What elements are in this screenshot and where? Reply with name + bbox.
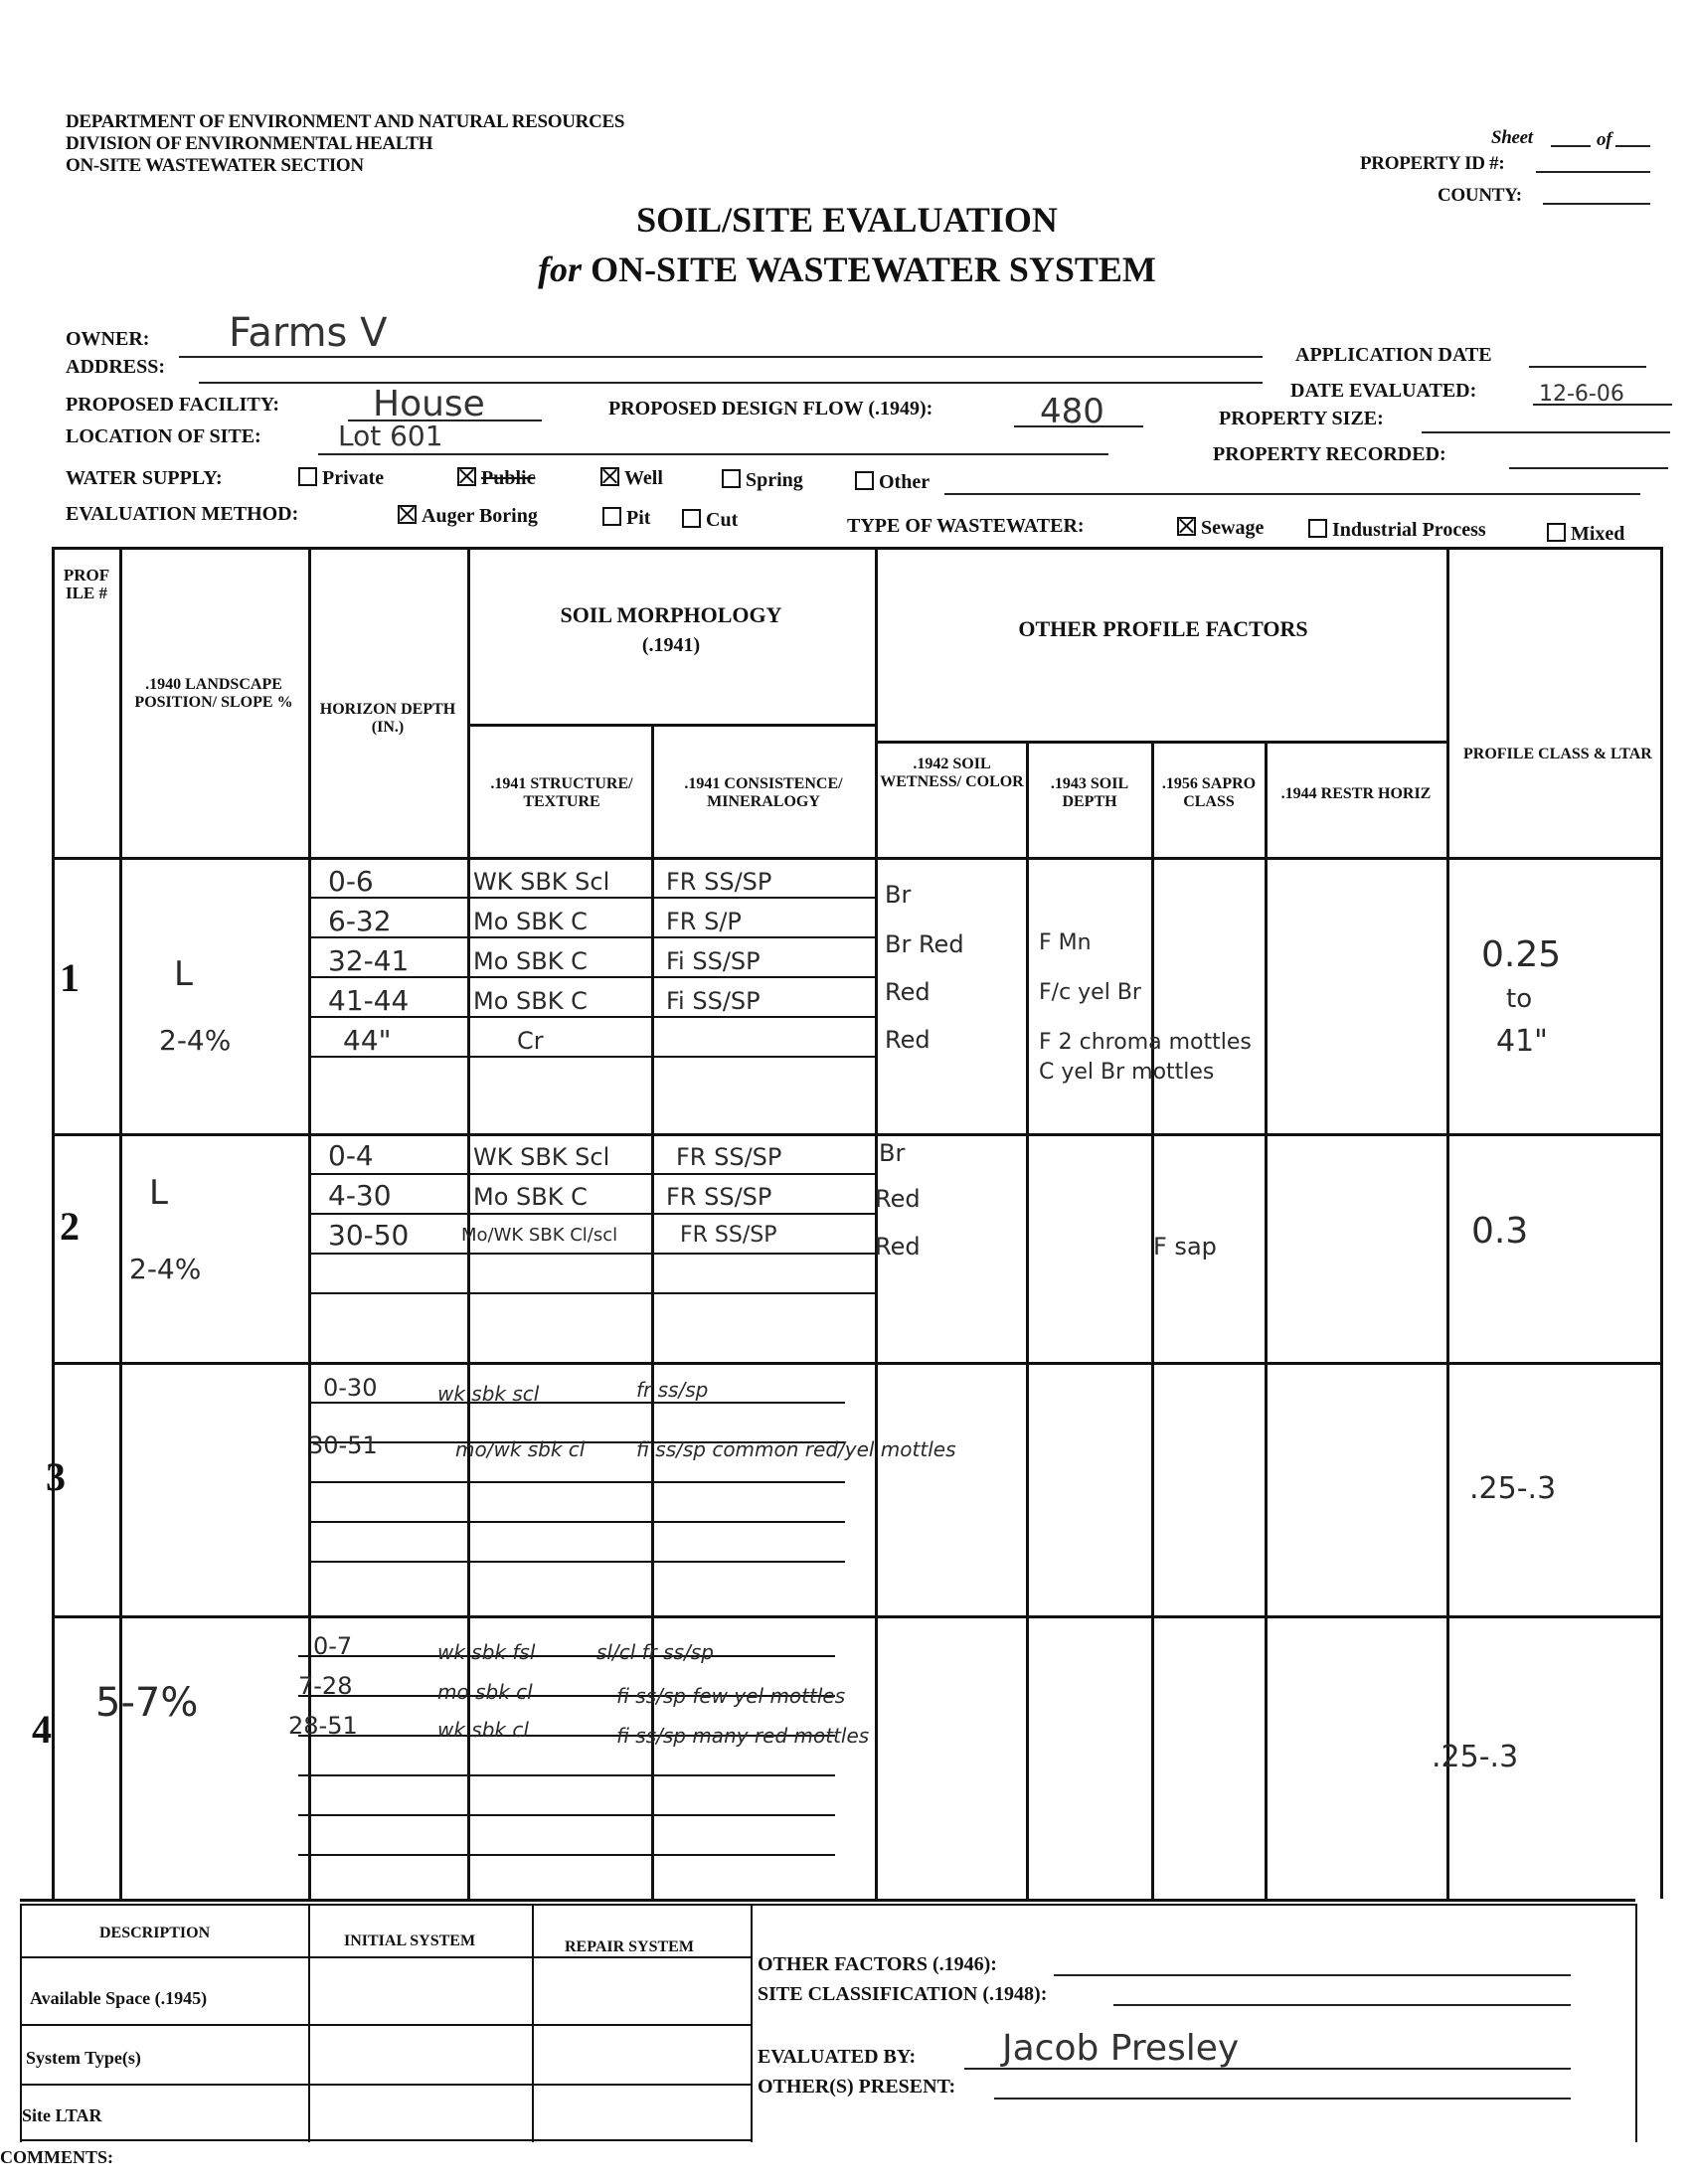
location-label: LOCATION OF SITE: <box>66 425 261 447</box>
location-value: Lot 601 <box>338 420 443 452</box>
site-ltar-label: Site LTAR <box>22 2105 102 2125</box>
design-flow-label: PROPOSED DESIGN FLOW (.1949): <box>608 398 933 420</box>
landscape-position: L <box>149 1173 168 1213</box>
landscape-position: 5-7% <box>95 1680 199 1726</box>
horizon-depth-heading: HORIZON DEPTH (IN.) <box>319 701 456 736</box>
consistence-mineralogy: FR SS/SP <box>680 1223 777 1248</box>
evaluated-by-label: EVALUATED BY: <box>758 2046 917 2068</box>
horizon-depth: 32-41 <box>328 944 410 977</box>
ww-mixed-checkbox[interactable] <box>1547 523 1566 542</box>
soil-morphology-heading: SOIL MORPHOLOGY <box>560 602 782 627</box>
ww-mixed-option[interactable]: Mixed <box>1547 523 1624 546</box>
soil-depth-note: F/c yel Br <box>1039 980 1141 1005</box>
soil-wetness-color: Red <box>885 1026 931 1054</box>
structure-texture: Mo SBK C <box>473 1183 588 1211</box>
landscape-position: L <box>174 954 193 994</box>
consistence-mineralogy: Fi SS/SP <box>666 987 761 1015</box>
owner-value: Farms V <box>229 310 388 356</box>
horizon-depth: 7-28 <box>298 1672 353 1700</box>
structure-texture: Mo SBK C <box>473 947 588 975</box>
em-auger-checkbox[interactable] <box>398 505 417 524</box>
soil-wetness-color: Red <box>885 978 931 1006</box>
other-factors-label: OTHER FACTORS (.1946): <box>758 1953 997 1975</box>
ws-well-option[interactable]: Well <box>600 467 663 490</box>
ws-private-checkbox[interactable] <box>298 467 317 486</box>
other-profile-factors-heading: OTHER PROFILE FACTORS <box>1018 616 1308 641</box>
facility-label: PROPOSED FACILITY: <box>66 394 280 416</box>
soil-depth-note: F Mn <box>1039 930 1092 955</box>
eval-method-label: EVALUATION METHOD: <box>66 503 299 525</box>
soil-depth-note: F 2 chroma mottles <box>1039 1030 1252 1055</box>
soil-wetness-color: Br <box>885 881 912 909</box>
sheet-label: Sheet <box>1491 127 1533 148</box>
horizon-depth: 0-4 <box>328 1139 374 1172</box>
profile-class-heading: PROFILE CLASS & LTAR <box>1463 746 1652 762</box>
of-label: of <box>1597 129 1612 150</box>
structure-texture: mo sbk cl <box>437 1680 533 1704</box>
facility-value: House <box>373 384 485 424</box>
structure-texture: mo/wk sbk cl <box>455 1437 586 1461</box>
consistence-mineralogy: FR SS/SP <box>666 1183 772 1211</box>
profile-class-ltar: .25-.3 <box>1469 1471 1557 1506</box>
description-heading: DESCRIPTION <box>99 1925 211 1941</box>
structure-texture: Cr <box>517 1027 544 1055</box>
em-cut-option[interactable]: Cut <box>682 509 738 532</box>
consistence-mineralogy: fi ss/sp few yel mottles <box>616 1684 846 1708</box>
application-date-label: APPLICATION DATE <box>1295 344 1492 366</box>
soil-wetness-color: Br <box>879 1139 906 1167</box>
consistence-mineralogy: sl/cl fr ss/sp <box>596 1640 714 1664</box>
profile-number: 2 <box>60 1204 80 1249</box>
available-space-label: Available Space (.1945) <box>30 1988 208 2008</box>
saprolite-class: F sap <box>1153 1233 1217 1260</box>
structure-texture: Mo SBK C <box>473 908 588 935</box>
date-evaluated-label: DATE EVALUATED: <box>1290 380 1477 402</box>
property-recorded-label: PROPERTY RECORDED: <box>1213 443 1446 465</box>
horizon-depth: 0-30 <box>323 1374 378 1402</box>
system-type-label: System Type(s) <box>26 2048 141 2068</box>
slope-percent: 2-4% <box>129 1253 202 1285</box>
structure-texture: WK SBK Scl <box>473 1143 610 1171</box>
soil-wetness-color: Red <box>875 1185 921 1213</box>
others-present-label: OTHER(S) PRESENT: <box>758 2076 956 2098</box>
ws-other-option[interactable]: Other <box>855 471 930 494</box>
soil-morphology-subheading: (.1941) <box>641 634 701 656</box>
ws-well-checkbox[interactable] <box>600 467 619 486</box>
profile-class-ltar: 41" <box>1496 1024 1548 1059</box>
structure-texture: Mo SBK C <box>473 987 588 1015</box>
ww-sewage-option[interactable]: Sewage <box>1177 517 1264 540</box>
site-classification-label: SITE CLASSIFICATION (.1948): <box>758 1983 1048 2005</box>
structure-texture: wk sbk fsl <box>437 1640 536 1664</box>
consistence-mineralogy: FR S/P <box>666 908 742 935</box>
horizon-depth: 30-51 <box>308 1431 378 1459</box>
consistence-mineralogy: fi ss/sp common red/yel mottles <box>636 1437 956 1461</box>
structure-heading: .1941 STRUCTURE/ TEXTURE <box>490 775 633 810</box>
consistence-mineralogy: FR SS/SP <box>666 868 772 896</box>
horizon-depth: 44" <box>343 1024 392 1057</box>
form-title: SOIL/SITE EVALUATION <box>636 200 1058 240</box>
consistence-mineralogy: Fi SS/SP <box>666 947 761 975</box>
soil-wetness-color: Br Red <box>885 930 964 958</box>
ws-public-option[interactable]: Public <box>457 467 535 490</box>
horizon-depth: 4-30 <box>328 1179 392 1212</box>
ws-spring-option[interactable]: Spring <box>722 469 803 492</box>
saprolite-class-heading: .1956 SAPRO CLASS <box>1161 775 1257 810</box>
horizon-depth: 0-6 <box>328 865 374 898</box>
wastewater-type-label: TYPE OF WASTEWATER: <box>847 515 1085 537</box>
profile-number-heading: PROFILE # <box>63 566 110 602</box>
owner-label: OWNER: <box>66 328 150 350</box>
horizon-depth: 30-50 <box>328 1219 410 1252</box>
profile-class-ltar: 0.3 <box>1471 1211 1529 1252</box>
soil-wetness-heading: .1942 SOIL WETNESS/ COLOR <box>880 756 1024 790</box>
ww-industrial-option[interactable]: Industrial Process <box>1308 519 1486 542</box>
em-auger-option[interactable]: Auger Boring <box>398 505 538 528</box>
evaluated-by-value: Jacob Presley <box>1002 2028 1240 2069</box>
property-size-label: PROPERTY SIZE: <box>1219 408 1384 429</box>
consistence-mineralogy: fi ss/sp many red mottles <box>616 1724 870 1748</box>
department-name: DEPARTMENT OF ENVIRONMENT AND NATURAL RESOURCES <box>66 111 625 132</box>
horizon-depth: 41-44 <box>328 984 410 1017</box>
em-pit-option[interactable]: Pit <box>602 507 650 530</box>
ww-industrial-checkbox[interactable] <box>1308 519 1327 538</box>
ws-other-checkbox[interactable] <box>855 471 874 490</box>
profile-number: 1 <box>60 955 80 1000</box>
soil-depth-heading: .1943 SOIL DEPTH <box>1050 775 1129 810</box>
soil-depth-note: C yel Br mottles <box>1039 1060 1215 1085</box>
structure-texture: wk sbk scl <box>437 1382 540 1406</box>
horizon-depth: 6-32 <box>328 905 392 937</box>
structure-texture: wk sbk cl <box>437 1718 529 1742</box>
comments-label: COMMENTS: <box>0 2147 113 2167</box>
horizon-depth: 28-51 <box>288 1712 358 1740</box>
ws-private-option[interactable]: Private <box>298 467 384 490</box>
profile-number: 4 <box>32 1707 52 1752</box>
county-label: COUNTY: <box>1438 185 1522 206</box>
em-pit-checkbox[interactable] <box>602 507 621 526</box>
initial-system-heading: INITIAL SYSTEM <box>344 1932 476 1949</box>
consistence-mineralogy: fr ss/sp <box>636 1378 709 1402</box>
profile-number: 3 <box>46 1454 66 1499</box>
profile-class-ltar: 0.25 <box>1481 934 1562 975</box>
section-name: ON-SITE WASTEWATER SECTION <box>66 155 364 176</box>
consistence-mineralogy: FR SS/SP <box>676 1143 782 1171</box>
horizon-depth: 0-7 <box>313 1632 353 1660</box>
soil-wetness-color: Red <box>875 1233 921 1260</box>
restrictive-horizon-heading: .1944 RESTR HORIZ <box>1280 785 1432 802</box>
consistence-heading: .1941 CONSISTENCE/ MINERALOGY <box>684 775 843 810</box>
water-supply-label: WATER SUPPLY: <box>66 467 223 489</box>
profile-class-ltar: to <box>1506 984 1533 1014</box>
landscape-heading: .1940 LANDSCAPE POSITION/ SLOPE % <box>134 676 293 711</box>
date-evaluated-value: 12-6-06 <box>1539 382 1624 407</box>
structure-texture: Mo/WK SBK Cl/scl <box>461 1225 618 1246</box>
repair-system-heading: REPAIR SYSTEM <box>565 1938 694 1955</box>
ws-public-checkbox[interactable] <box>457 467 476 486</box>
slope-percent: 2-4% <box>159 1024 232 1057</box>
ww-sewage-checkbox[interactable] <box>1177 517 1196 536</box>
design-flow-value: 480 <box>1040 392 1104 431</box>
em-cut-checkbox[interactable] <box>682 509 701 528</box>
form-subtitle: for ON-SITE WASTEWATER SYSTEM <box>538 250 1156 289</box>
address-label: ADDRESS: <box>66 356 166 378</box>
division-name: DIVISION OF ENVIRONMENTAL HEALTH <box>66 133 433 154</box>
profile-class-ltar: .25-.3 <box>1432 1740 1519 1774</box>
property-id-label: PROPERTY ID #: <box>1360 153 1505 174</box>
ws-spring-checkbox[interactable] <box>722 469 741 488</box>
structure-texture: WK SBK Scl <box>473 868 610 896</box>
